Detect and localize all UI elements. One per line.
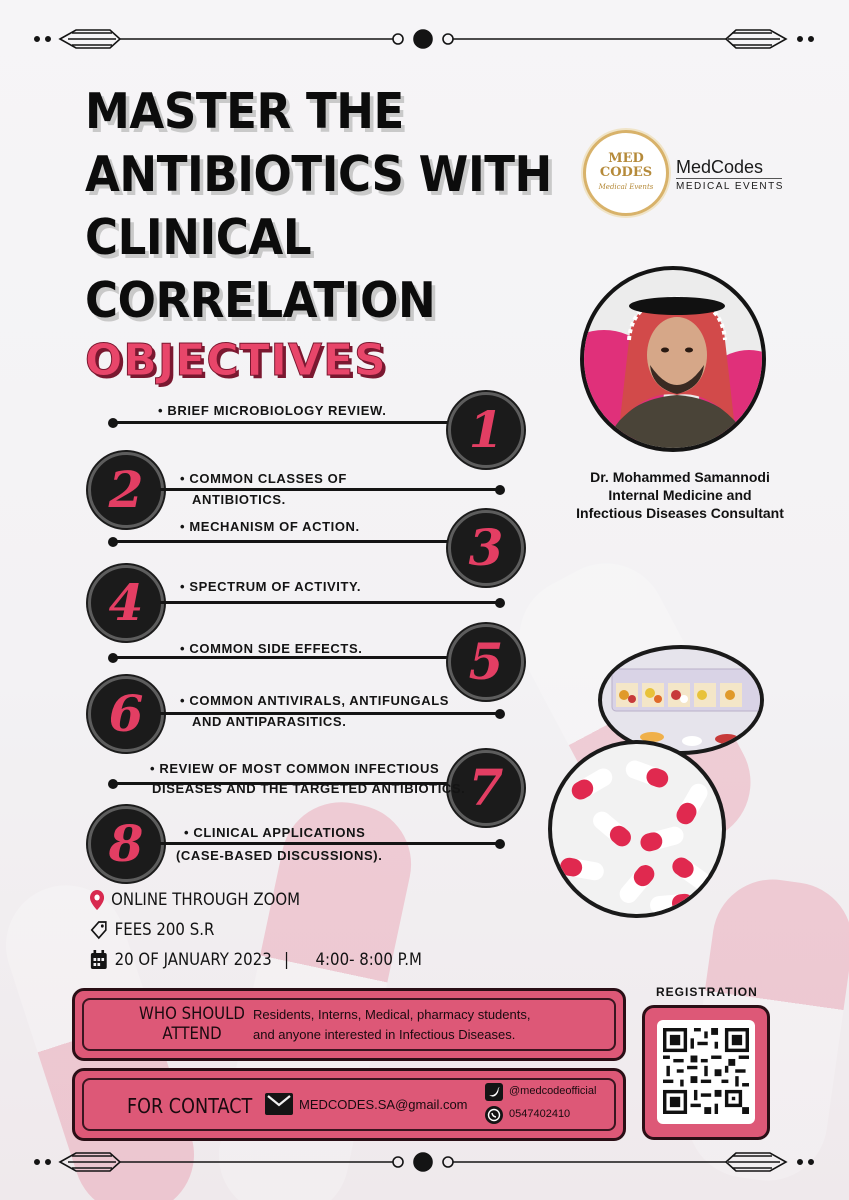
objective-7-number: 7 — [468, 758, 504, 817]
objective-4-number: 4 — [108, 573, 144, 632]
event-time-text: 4:00- 8:00 P.M — [315, 950, 422, 970]
objective-8-number: 8 — [108, 814, 144, 873]
calendar-icon — [90, 950, 108, 970]
brand-divider — [676, 178, 782, 179]
objective-4-number-badge — [88, 565, 164, 641]
objective-7-text: • REVIEW OF MOST COMMON INFECTIOUS — [150, 761, 440, 776]
objective-3-text: • MECHANISM OF ACTION. — [180, 519, 360, 534]
logo-text-mid: CODES — [599, 165, 653, 180]
objective-8-dot — [495, 839, 505, 849]
objective-3-number: 3 — [468, 518, 504, 577]
speaker-name: Dr. Mohammed Samannodi — [590, 469, 770, 485]
speaker-title: Internal Medicine and — [608, 487, 752, 503]
ornament-divider-top — [0, 27, 849, 51]
objective-1-number: 1 — [468, 400, 504, 459]
brand-subtitle: MEDICAL EVENTS — [676, 181, 784, 192]
objective-6-number-badge — [88, 676, 164, 752]
event-location-text: ONLINE THROUGH ZOOM — [111, 890, 301, 910]
objective-6-dot — [495, 709, 505, 719]
event-separator: | — [284, 950, 290, 970]
objectives-heading: OBJECTIVES — [85, 335, 387, 386]
who-text-line: and anyone interested in Infectious Diseases. — [253, 1027, 516, 1042]
page-title — [85, 80, 552, 332]
objective-2-dot — [495, 485, 505, 495]
who-should-attend-label — [135, 1004, 249, 1044]
ornament-divider-bottom — [0, 1150, 849, 1174]
objective-8-text: • CLINICAL APPLICATIONS — [184, 825, 366, 840]
who-label-line: ATTEND — [162, 1024, 222, 1044]
title-line: MASTER THE — [85, 83, 404, 140]
event-date-text: 20 OF JANUARY 2023 — [114, 950, 272, 970]
event-location — [90, 890, 300, 910]
objective-5-text: • COMMON SIDE EFFECTS. — [180, 641, 363, 656]
objective-2-text: • COMMON CLASSES OF — [180, 471, 347, 486]
objective-4-dot — [495, 598, 505, 608]
objective-5-number: 5 — [468, 632, 504, 691]
capsules-photo — [548, 740, 726, 918]
objective-8-text: (CASE-BASED DISCUSSIONS). — [176, 848, 383, 863]
speaker-info — [560, 468, 800, 522]
objective-2-number: 2 — [108, 460, 144, 519]
objective-6-text: AND ANTIPARASITICS. — [192, 714, 347, 729]
registration-label: REGISTRATION — [656, 985, 758, 999]
whatsapp-icon — [485, 1106, 503, 1124]
objective-7-text: DISEASES AND THE TARGETED ANTIBIOTICS. — [152, 781, 466, 796]
objective-1-number-badge — [448, 392, 524, 468]
objective-6-text: • COMMON ANTIVIRALS, ANTIFUNGALS — [180, 693, 450, 708]
who-label-line: WHO SHOULD — [139, 1004, 245, 1024]
who-should-attend-text — [253, 1005, 530, 1045]
contact-whatsapp[interactable]: 0547402410 — [509, 1108, 571, 1120]
objective-2-text: ANTIBIOTICS. — [192, 492, 286, 507]
contact-label: FOR CONTACT — [127, 1094, 253, 1118]
title-line: ANTIBIOTICS WITH — [85, 146, 552, 203]
objective-8-line — [160, 842, 500, 845]
objective-2-number-badge — [88, 452, 164, 528]
title-line: CORRELATION — [85, 272, 436, 329]
objective-3-number-badge — [448, 510, 524, 586]
location-pin-icon — [90, 890, 104, 910]
event-datetime — [90, 950, 422, 970]
mail-icon — [265, 1093, 293, 1115]
twitter-icon — [485, 1083, 503, 1101]
objective-1-line — [112, 421, 462, 424]
medcodes-logo — [583, 130, 669, 216]
objective-1-text: • BRIEF MICROBIOLOGY REVIEW. — [158, 403, 387, 418]
objective-4-text: • SPECTRUM OF ACTIVITY. — [180, 579, 362, 594]
objective-3-line — [112, 540, 462, 543]
title-line: CLINICAL — [85, 209, 312, 266]
speaker-photo — [580, 266, 766, 452]
contact-email[interactable]: MEDCODES.SA@gmail.com — [299, 1097, 468, 1112]
event-fees-text: FEES 200 S.R — [114, 920, 215, 940]
registration-qr-frame — [642, 1005, 770, 1140]
who-should-attend-box — [72, 988, 626, 1061]
price-tag-icon — [90, 920, 108, 940]
brand-name: MedCodes — [676, 157, 764, 177]
who-text-line: Residents, Interns, Medical, pharmacy students, — [253, 1007, 531, 1022]
speaker-title: Infectious Diseases Consultant — [576, 505, 784, 521]
contact-twitter[interactable]: @medcodeofficial — [509, 1085, 597, 1097]
objective-5-number-badge — [448, 624, 524, 700]
objective-6-number: 6 — [108, 684, 144, 743]
logo-text-script: Medical Events — [598, 183, 654, 191]
contact-box — [72, 1068, 626, 1141]
pill-organizer-photo — [598, 645, 764, 755]
event-fees — [90, 920, 214, 940]
qr-code[interactable] — [663, 1028, 749, 1114]
objective-8-number-badge — [88, 806, 164, 882]
logo-text-top: MED — [608, 151, 644, 166]
objective-4-line — [160, 601, 500, 604]
